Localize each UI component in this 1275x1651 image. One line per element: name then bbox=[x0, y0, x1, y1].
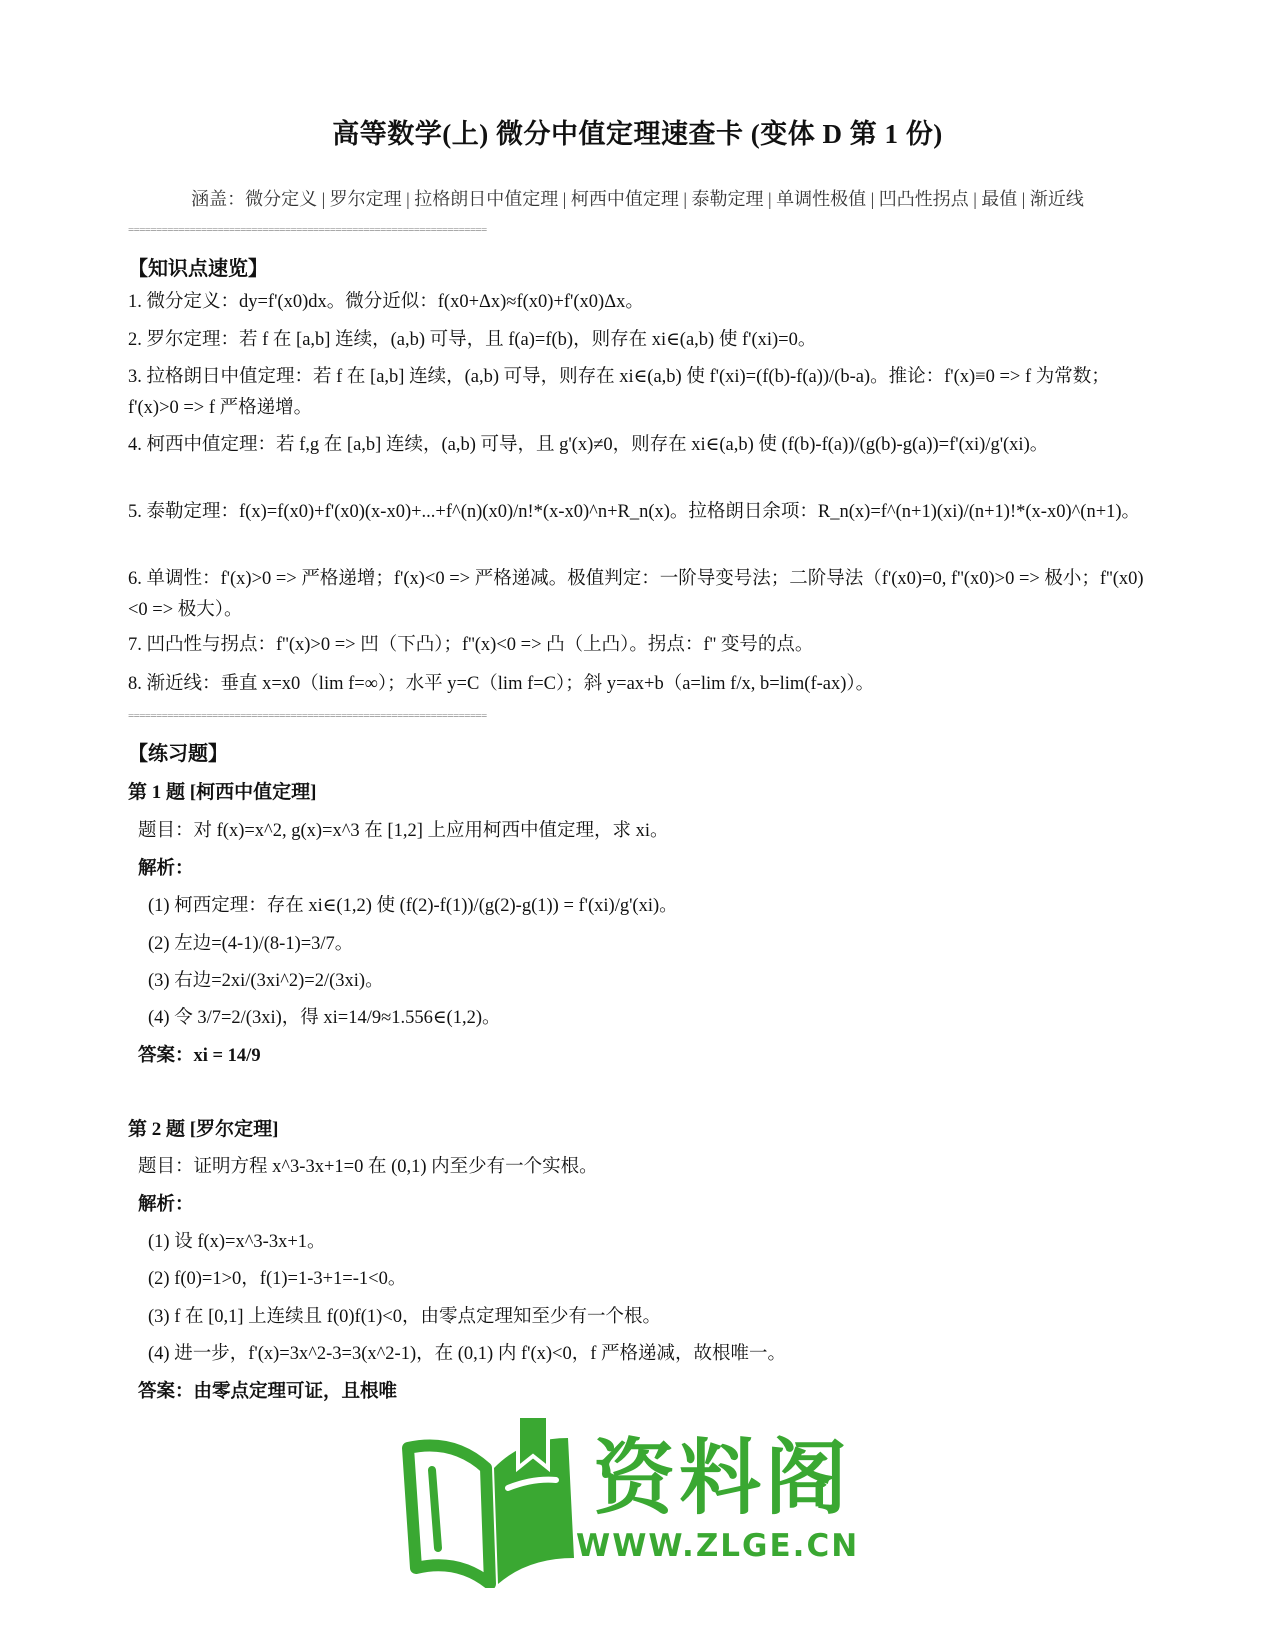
document-title: 高等数学(上) 微分中值定理速查卡 (变体 D 第 1 份) bbox=[332, 119, 943, 149]
question-2-answer: 答案：由零点定理可证，且根唯 bbox=[138, 1382, 398, 1402]
divider-rule: ================================================================ bbox=[128, 224, 487, 236]
question-2-step-1: (1) 设 f(x)=x^3-3x+1。 bbox=[148, 1232, 326, 1252]
question-2-text: 题目：证明方程 x^3-3x+1=0 在 (0,1) 内至少有一个实根。 bbox=[138, 1157, 598, 1177]
question-1-title: 第 1 题 [柯西中值定理] bbox=[128, 782, 317, 803]
watermark-name: 资料阁 bbox=[593, 1431, 852, 1526]
question-2-analysis-label: 解析： bbox=[138, 1195, 194, 1215]
exercises-heading: 【练习题】 bbox=[128, 743, 228, 765]
watermark-logo bbox=[398, 1408, 868, 1588]
knowledge-item-1: 1. 微分定义：dy=f'(x0)dx。微分近似：f(x0+Δx)≈f(x0)+f'(x0)Δx。 bbox=[128, 292, 644, 312]
knowledge-item-8: 8. 渐近线：垂直 x=x0（lim f=∞）；水平 y=C（lim f=C）；斜 y=ax+b（a=lim f/x, b=lim(f-ax)）。 bbox=[128, 674, 875, 694]
watermark-url: WWW.ZLGE.CN bbox=[576, 1528, 860, 1564]
knowledge-item-6: 6. 单调性：f'(x)>0 => 严格递增；f'(x)<0 => 严格递减。极值判定：一阶导变号法；二阶导法（f'(x0)=0, f''(x0)>0 => 极小；f''(x0)<0 => 极大）。 bbox=[128, 569, 1144, 620]
question-2-step-2: (2) f(0)=1>0，f(1)=1-3+1=-1<0。 bbox=[148, 1269, 407, 1289]
question-2-step-4: (4) 进一步，f'(x)=3x^2-3=3(x^2-1)，在 (0,1) 内 f'(x)<0，f 严格递减，故根唯一。 bbox=[148, 1344, 786, 1364]
question-1-step-4: (4) 令 3/7=2/(3xi)，得 xi=14/9≈1.556∈(1,2)。 bbox=[148, 1008, 501, 1028]
knowledge-item-2: 2. 罗尔定理：若 f 在 [a,b] 连续，(a,b) 可导，且 f(a)=f(b)，则存在 xi∈(a,b) 使 f'(xi)=0。 bbox=[128, 330, 817, 350]
knowledge-item-4: 4. 柯西中值定理：若 f,g 在 [a,b] 连续，(a,b) 可导，且 g'(x)≠0，则存在 xi∈(a,b) 使 (f(b)-f(a))/(g(b)-g(a))=f'(xi)/g'(xi)。 bbox=[128, 435, 1049, 455]
knowledge-heading: 【知识点速览】 bbox=[128, 258, 268, 280]
question-1-step-3: (3) 右边=2xi/(3xi^2)=2/(3xi)。 bbox=[148, 971, 384, 991]
question-1-step-2: (2) 左边=(4-1)/(8-1)=3/7。 bbox=[148, 934, 354, 954]
knowledge-item-5: 5. 泰勒定理：f(x)=f(x0)+f'(x0)(x-x0)+...+f^(n)(x0)/n!*(x-x0)^n+R_n(x)。拉格朗日余项：R_n(x)=f^(n+1)(xi)/(n+1)!*(x-x0)^(n+1)。 bbox=[128, 502, 1141, 522]
question-1-answer: 答案：xi = 14/9 bbox=[138, 1046, 261, 1066]
question-2-step-3: (3) f 在 [0,1] 上连续且 f(0)f(1)<0，由零点定理知至少有一个根。 bbox=[148, 1307, 661, 1327]
question-2-title: 第 2 题 [罗尔定理] bbox=[128, 1119, 279, 1140]
divider-rule: ================================================================ bbox=[128, 710, 487, 722]
document-subtitle: 涵盖：微分定义 | 罗尔定理 | 拉格朗日中值定理 | 柯西中值定理 | 泰勒定理 | 单调性极值 | 凹凸性拐点 | 最值 | 渐近线 bbox=[191, 189, 1084, 209]
knowledge-item-3: 3. 拉格朗日中值定理：若 f 在 [a,b] 连续，(a,b) 可导，则存在 xi∈(a,b) 使 f'(xi)=(f(b)-f(a))/(b-a)。推论：f'(x)≡0 => f 为常数；f'(x)>0 => f 严格递增。 bbox=[128, 367, 1110, 418]
book-icon bbox=[398, 1408, 588, 1588]
question-1-analysis-label: 解析： bbox=[138, 859, 194, 879]
question-1-step-1: (1) 柯西定理：存在 xi∈(1,2) 使 (f(2)-f(1))/(g(2)-g(1)) = f'(xi)/g'(xi)。 bbox=[148, 896, 678, 916]
knowledge-item-7: 7. 凹凸性与拐点：f''(x)>0 => 凹（下凸）；f''(x)<0 => 凸（上凸）。拐点：f'' 变号的点。 bbox=[128, 635, 814, 655]
question-1-text: 题目：对 f(x)=x^2, g(x)=x^3 在 [1,2] 上应用柯西中值定理，求 xi。 bbox=[138, 821, 669, 841]
